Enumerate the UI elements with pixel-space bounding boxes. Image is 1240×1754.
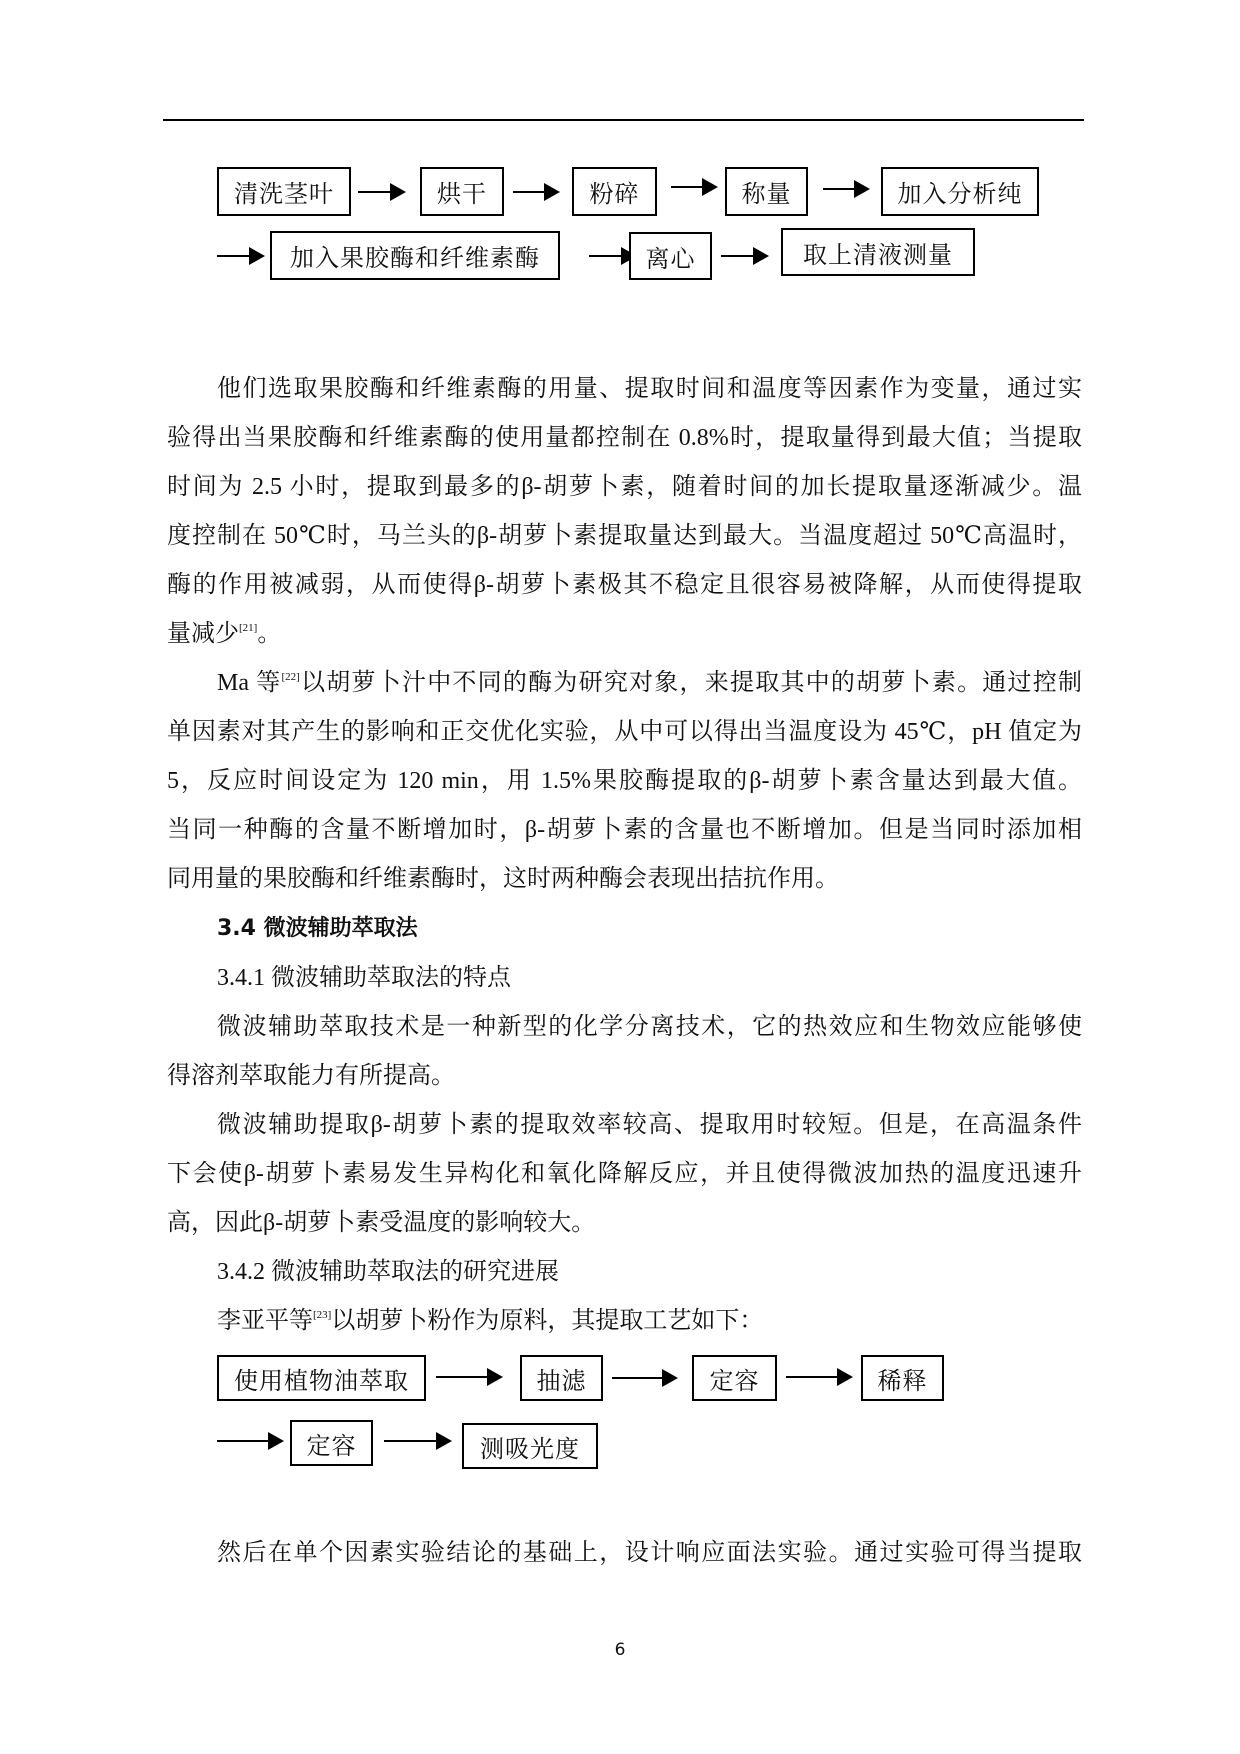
flow-step: 称量 (725, 167, 808, 216)
text: 李亚平等 (217, 1308, 313, 1334)
citation-22: [22] (281, 671, 300, 683)
flow-step: 加入分析纯 (881, 167, 1039, 216)
paragraph-line: 同用量的果胶酶和纤维素酶时，这时两种酶会表现出拮抗作用。 (167, 866, 839, 892)
subsection-heading: 3.4.2 微波辅助萃取法的研究进展 (217, 1259, 559, 1285)
paragraph-line: 单因素对其产生的影响和正交优化实验，从中可以得出当温度设为 45℃，pH 值定为 (167, 719, 1082, 745)
section-heading: 3.4 微波辅助萃取法 (217, 916, 418, 941)
flow-step: 烘干 (420, 167, 504, 216)
flow-step: 稀释 (861, 1355, 944, 1401)
paragraph-line: 得溶剂萃取能力有所提高。 (167, 1063, 455, 1089)
text: 以胡萝卜粉作为原料，其提取工艺如下： (331, 1308, 764, 1334)
arrow-right-icon (217, 255, 263, 257)
paragraph-line: 高，因此β-胡萝卜素受温度的影响较大。 (167, 1210, 596, 1236)
citation-23: [23] (313, 1309, 332, 1321)
flow-step: 加入果胶酶和纤维素酶 (270, 231, 560, 280)
flow-step: 测吸光度 (462, 1423, 598, 1469)
header-rule (163, 119, 1084, 121)
subsection-heading: 3.4.1 微波辅助萃取法的特点 (217, 965, 511, 991)
arrow-right-icon (384, 1440, 450, 1442)
arrow-right-icon (513, 191, 558, 193)
paragraph-line: 然后在单个因素实验结论的基础上，设计响应面法实验。通过实验可得当提取 (217, 1540, 1082, 1566)
paragraph-line: 他们选取果胶酶和纤维素酶的用量、提取时间和温度等因素作为变量，通过实 (217, 376, 1082, 402)
arrow-right-icon (612, 1377, 676, 1379)
paragraph-line (217, 1297, 1082, 1345)
arrow-right-icon (721, 255, 767, 257)
paragraph-line: 微波辅助萃取技术是一种新型的化学分离技术，它的热效应和生物效应能够使 (217, 1014, 1082, 1040)
flow-step: 粉碎 (572, 167, 657, 216)
citation-21: [21] (239, 622, 258, 634)
paragraph-line: 当同一种酶的含量不断增加时，β-胡萝卜素的含量也不断增加。但是当同时添加相 (167, 817, 1082, 843)
paragraph-line: 酶的作用被减弱，从而使得β-胡萝卜素极其不稳定且很容易被降解，从而使得提取 (167, 572, 1082, 598)
text: 。 (257, 621, 282, 647)
flow-step: 抽滤 (520, 1355, 603, 1401)
flow-step: 定容 (692, 1355, 777, 1401)
text: 以胡萝卜汁中不同的酶为研究对象，来提取其中的胡萝卜素。通过控制 (299, 670, 1083, 696)
flow-step: 定容 (290, 1420, 373, 1466)
page-number: 6 (614, 1640, 626, 1660)
paragraph-line: 度控制在 50℃时，马兰头的β-胡萝卜素提取量达到最大。当温度超过 50℃高温时， (167, 523, 1082, 549)
paragraph-line: 验得出当果胶酶和纤维素酶的使用量都控制在 0.8%时，提取量得到最大值；当提取 (167, 425, 1082, 451)
arrow-right-icon (786, 1376, 851, 1378)
paragraph-line: 时间为 2.5 小时，提取到最多的β-胡萝卜素，随着时间的加长提取量逐渐减少。温 (167, 474, 1082, 500)
arrow-right-icon (217, 1440, 282, 1442)
flow-step: 清洗茎叶 (217, 167, 351, 216)
text: Ma 等 (217, 670, 282, 696)
arrow-right-icon (436, 1376, 501, 1378)
text: 量减少 (167, 621, 239, 647)
paragraph-line (217, 659, 1082, 707)
paragraph-line: 5，反应时间设定为 120 min，用 1.5%果胶酶提取的β-胡萝卜素含量达到最大值。 (167, 768, 1082, 794)
paragraph-line: 微波辅助提取β-胡萝卜素的提取效率较高、提取用时较短。但是，在高温条件 (217, 1112, 1082, 1138)
arrow-right-icon (358, 191, 404, 193)
paragraph-line: 下会使β-胡萝卜素易发生异构化和氧化降解反应，并且使得微波加热的温度迅速升 (167, 1161, 1082, 1187)
arrow-right-icon (823, 188, 868, 190)
paragraph-line (167, 610, 1082, 658)
flow-step: 离心 (629, 232, 712, 280)
flow-step: 取上清液测量 (781, 228, 975, 276)
arrow-right-icon (671, 186, 716, 188)
flow-step: 使用植物油萃取 (217, 1355, 426, 1401)
